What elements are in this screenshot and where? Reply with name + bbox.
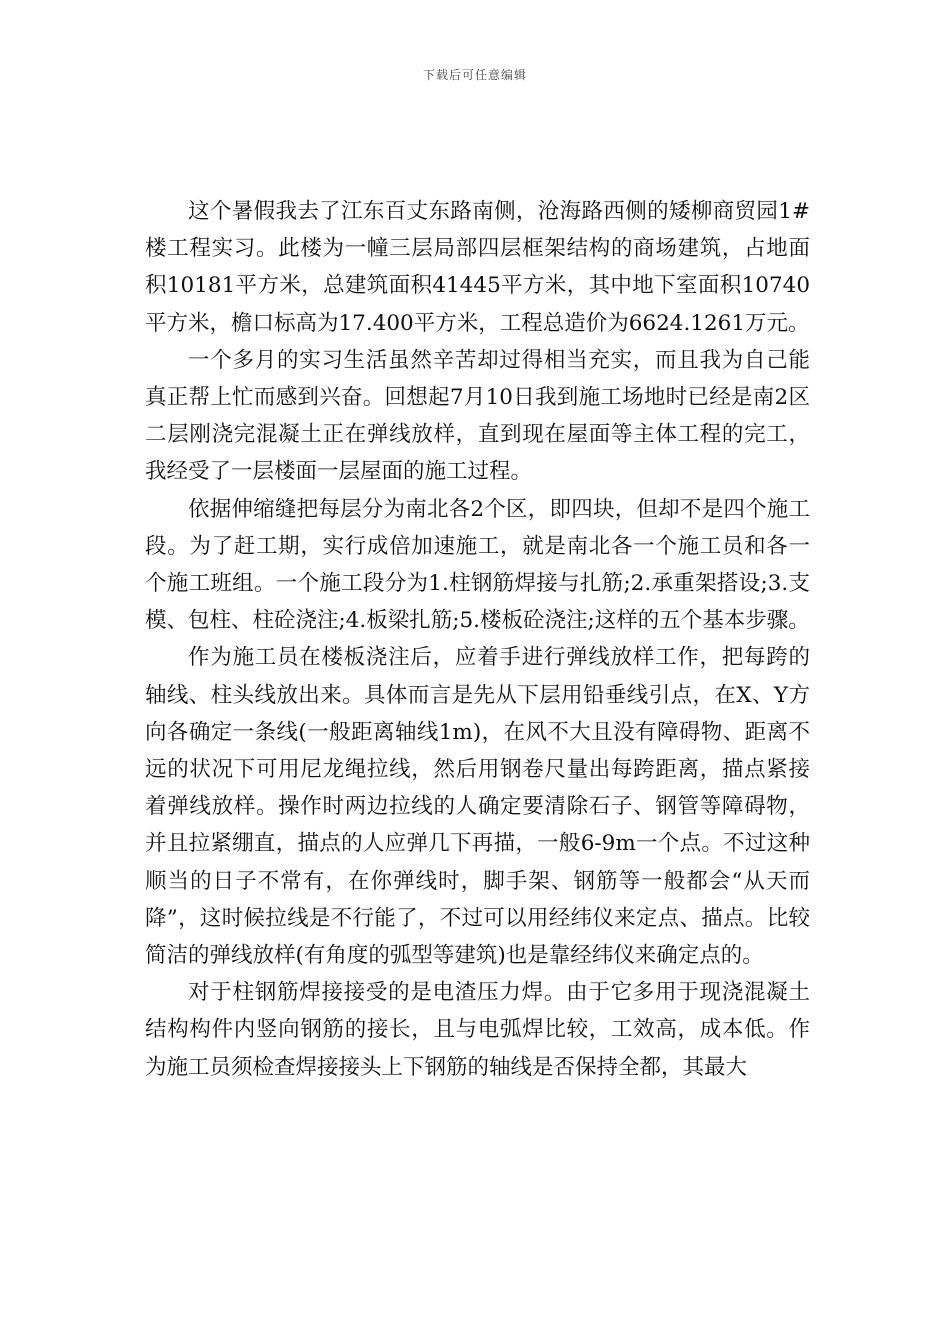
paragraph-internship-experience: 一个多月的实习生活虽然辛苦却过得相当充实，而且我为自己能真正帮上忙而感到兴奋。回想起7月10日我到施工场地时已经是南2区二层刚浇完混凝土正在弹线放样，直到现在屋面等主体工程的完工，我经受了一层楼面一层屋面的施工过程。 <box>145 347 810 485</box>
paragraph-column-welding: 对于柱钢筋焊接接受的是电渣压力焊。由于它多用于现浇混凝土结构构件内竖向钢筋的接长，且与电弧焊比较，工效高，成本低。作为施工员须检查焊接接头上下钢筋的轴线是否保持全都，其最大 <box>145 980 810 1080</box>
header-note: 下载后可任意编辑 <box>422 68 527 82</box>
paragraph-project-overview: 这个暑假我去了江东百丈东路南侧，沧海路西侧的矮柳商贸园1#楼工程实习。此楼为一幢三层局部四层框架结构的商场建筑，占地面积10181平方米，总建筑面积41445平方米，其中地下室面积10740平方米，檐口标高为17.400平方米，工程总造价为6624.1261万元。 <box>145 199 810 336</box>
paragraph-construction-sections: 依据伸缩缝把每层分为南北各2个区，即四块，但却不是四个施工段。为了赶工期，实行成倍加速施工，就是南北各一个施工员和各一个施工班组。一个施工段分为1.柱钢筋焊接与扎筋;2.承重架搭设;3.支模、包柱、柱砼浇注;4.板梁扎筋;5.楼板砼浇注;这样的五个基本步骤。 <box>145 496 810 634</box>
document-body <box>145 193 810 1086</box>
paragraph-layout-marking: 作为施工员在楼板浇注后，应着手进行弹线放样工作，把每跨的轴线、柱头线放出来。具体而言是先从下层用铅垂线引点，在X、Y方向各确定一条线(一般距离轴线1m)，在风不大且没有障碍物、距离不远的状况下可用尼龙绳拉线，然后用钢卷尺量出每跨距离，描点紧接着弹线放样。操作时两边拉线的人确定要清除石子、钢管等障碍物，并且拉紧绷直，描点的人应弹几下再描，一般6-9m一个点。不过这种顺当的日子不常有，在你弹线时，脚手架、钢筋等一般都会“从天而降”，这时候拉线是不行能了，不过可以用经纬仪来定点、描点。比较简洁的弹线放样(有角度的弧型等建筑)也是靠经纬仪来确定点的。 <box>145 645 810 969</box>
